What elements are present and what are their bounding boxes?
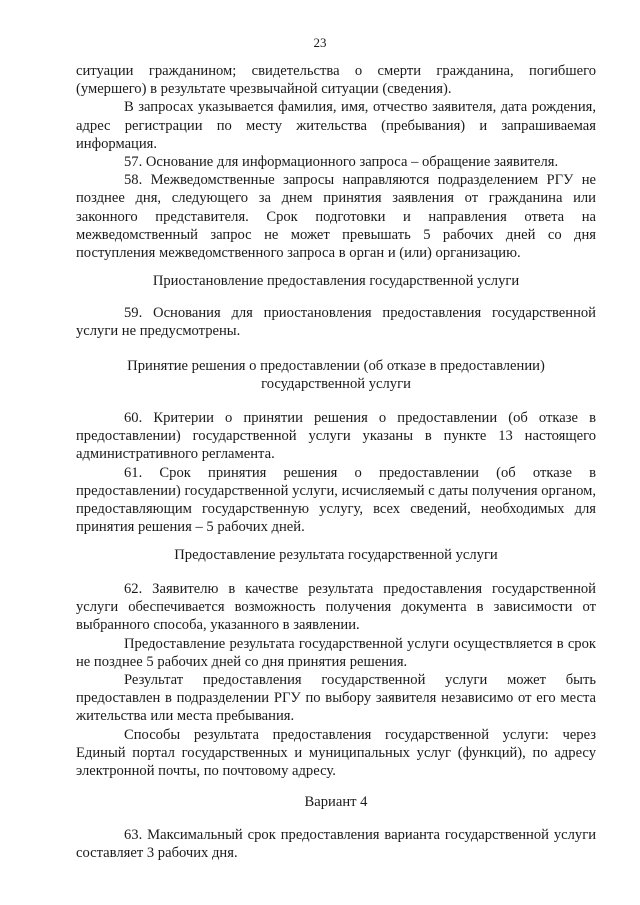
section-heading-decision — [76, 357, 596, 393]
paragraph: 62. Заявителю в качестве результата предоставления государственной услуги обеспечивается возможность получения документа в зависимости от выбранного способа, указанного в заявлении. — [76, 581, 596, 634]
text-block-56-58 — [76, 62, 596, 262]
text-block-59 — [76, 304, 596, 340]
paragraph: 57. Основание для информационного запроса – обращение заявителя. — [124, 154, 559, 171]
heading-line: Предоставление результата государственной услуги — [174, 547, 498, 563]
paragraph: 63. Максимальный срок предоставления варианта государственной услуги составляет 3 рабочих дня. — [76, 827, 596, 862]
paragraph: Способы результата предоставления государственной услуги: через Единый портал государственных и муниципальных услуг (функций), по адресу электронной почты, по почтовому адресу. — [76, 726, 596, 780]
heading-line: государственной услуги — [261, 376, 411, 393]
section-heading-variant-4 — [76, 793, 596, 811]
text-block-62 — [76, 580, 596, 780]
paragraph: Результат предоставления государственной услуги может быть предоставлен в подразделении РГУ по выбору заявителя независимо от его места жительства или места пребывания. — [76, 672, 596, 725]
paragraph: 58. Межведомственные запросы направляются подразделением РГУ не позднее дня, следующего за днем принятия заявления от гражданина или законного представителя. Срок подготовки и направления ответа на межведомственный запрос не может превышать 5 рабочих дней со дня поступления межведомственного запроса в орган и (или) организацию. — [76, 172, 596, 262]
paragraph: 59. Основания для приостановления предоставления государственной услуги не предусмотрены. — [76, 305, 596, 340]
heading-line: Вариант 4 — [304, 794, 368, 810]
paragraph: 60. Критерии о принятии решения о предоставлении (об отказе в предоставлении) государственной услуги указаны в пункте 13 настоящего административного регламента. — [76, 410, 596, 463]
section-heading-result — [76, 546, 596, 564]
text-block-63 — [76, 826, 596, 862]
paragraph: ситуации гражданином; свидетельства о смерти гражданина, погибшего (умершего) в результате чрезвычайной ситуации (сведения). — [76, 63, 596, 98]
paragraph: В запросах указывается фамилия, имя, отчество заявителя, дата рождения, адрес регистрации по месту жительства (пребывания) и запрашиваемая информация. — [76, 99, 596, 152]
text-block-60-61 — [76, 409, 596, 536]
section-heading-suspension — [76, 272, 596, 290]
heading-line: Приостановление предоставления государственной услуги — [152, 273, 520, 289]
page-number: 23 — [313, 35, 327, 50]
heading-line: Принятие решения о предоставлении (об отказе в предоставлении) — [127, 358, 545, 374]
paragraph: 61. Срок принятия решения о предоставлении (об отказе в предоставлении) государственной услуги, исчисляемый с даты получения органом, предоставляющим государственную услугу, всех сведений, необходимых для принятия решения – 5 рабочих дней. — [76, 464, 596, 536]
paragraph: Предоставление результата государственной услуги осуществляется в срок не позднее 5 рабочих дней со дня принятия решения. — [76, 635, 596, 670]
